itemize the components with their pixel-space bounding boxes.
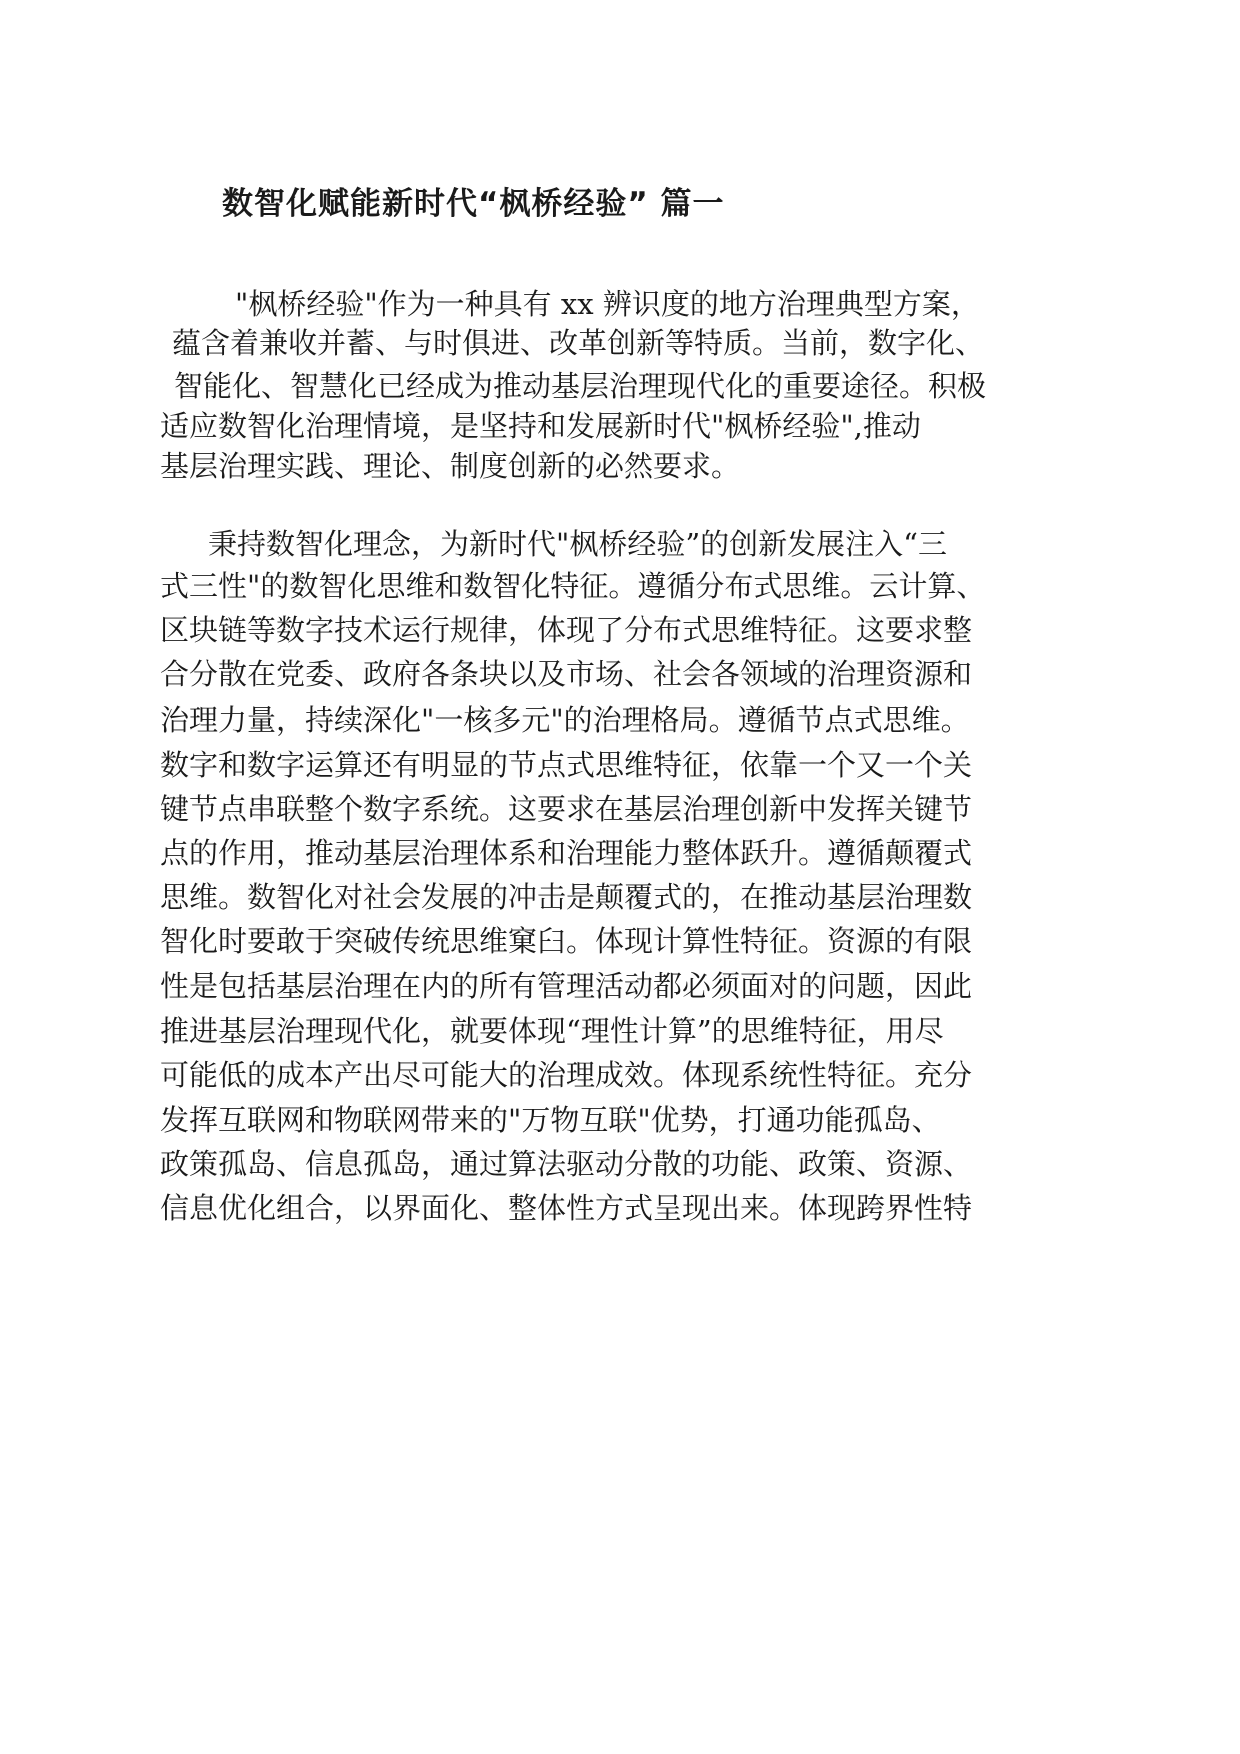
paragraph-2-line-2: 式三性"的数智化思维和数智化特征。遵循分布式思维。云计算、 — [160, 569, 986, 603]
paragraph-2-line-5: 治理力量，持续深化"一核多元"的治理格局。遵循节点式思维。 — [160, 703, 970, 737]
paragraph-2-line-12: 推进基层治理现代化，就要体现“理性计算”的思维特征，用尽 — [160, 1014, 944, 1048]
paragraph-2-line-4: 合分散在党委、政府各条块以及市场、社会各领域的治理资源和 — [160, 657, 973, 691]
paragraph-2-line-11: 性是包括基层治理在内的所有管理活动都必须面对的问题，因此 — [160, 969, 973, 1003]
paragraph-2-line-8: 点的作用，推动基层治理体系和治理能力整体跃升。遵循颠覆式 — [160, 836, 973, 870]
paragraph-2-line-3: 区块链等数字技术运行规律，体现了分布式思维特征。这要求整 — [160, 613, 973, 647]
paragraph-1-line-1: "枫桥经验"作为一种具有 xx 辨识度的地方治理典型方案， — [235, 287, 980, 321]
paragraph-2-line-7: 键节点串联整个数字系统。这要求在基层治理创新中发挥关键节 — [160, 792, 973, 826]
paragraph-2-line-16: 信息优化组合，以界面化、整体性方式呈现出来。体现跨界性特 — [160, 1191, 973, 1225]
document-title: 数智化赋能新时代“枫桥经验” 篇一 — [222, 186, 725, 222]
paragraph-2-line-15: 政策孤岛、信息孤岛，通过算法驱动分散的功能、政策、资源、 — [160, 1147, 973, 1181]
paragraph-2-line-10: 智化时要敢于突破传统思维窠臼。体现计算性特征。资源的有限 — [160, 924, 973, 958]
paragraph-2-line-6: 数字和数字运算还有明显的节点式思维特征，依靠一个又一个关 — [160, 748, 973, 782]
paragraph-2-line-9: 思维。数智化对社会发展的冲击是颠覆式的，在推动基层治理数 — [160, 880, 973, 914]
paragraph-2-line-14: 发挥互联网和物联网带来的"万物互联"优势，打通功能孤岛、 — [160, 1103, 941, 1137]
paragraph-1-line-5: 基层治理实践、理论、制度创新的必然要求。 — [160, 449, 741, 483]
paragraph-1-line-4: 适应数智化治理情境，是坚持和发展新时代"枫桥经验",推动 — [160, 409, 921, 443]
paragraph-1-line-3: 智能化、智慧化已经成为推动基层治理现代化的重要途径。积极 — [174, 369, 987, 403]
paragraph-1-line-2: 蕴含着兼收并蓄、与时俱进、改革创新等特质。当前，数字化、 — [172, 326, 985, 360]
paragraph-2-line-13: 可能低的成本产出尽可能大的治理成效。体现系统性特征。充分 — [160, 1058, 973, 1092]
paragraph-2-line-1: 秉持数智化理念，为新时代"枫桥经验”的创新发展注入“三 — [208, 527, 947, 561]
